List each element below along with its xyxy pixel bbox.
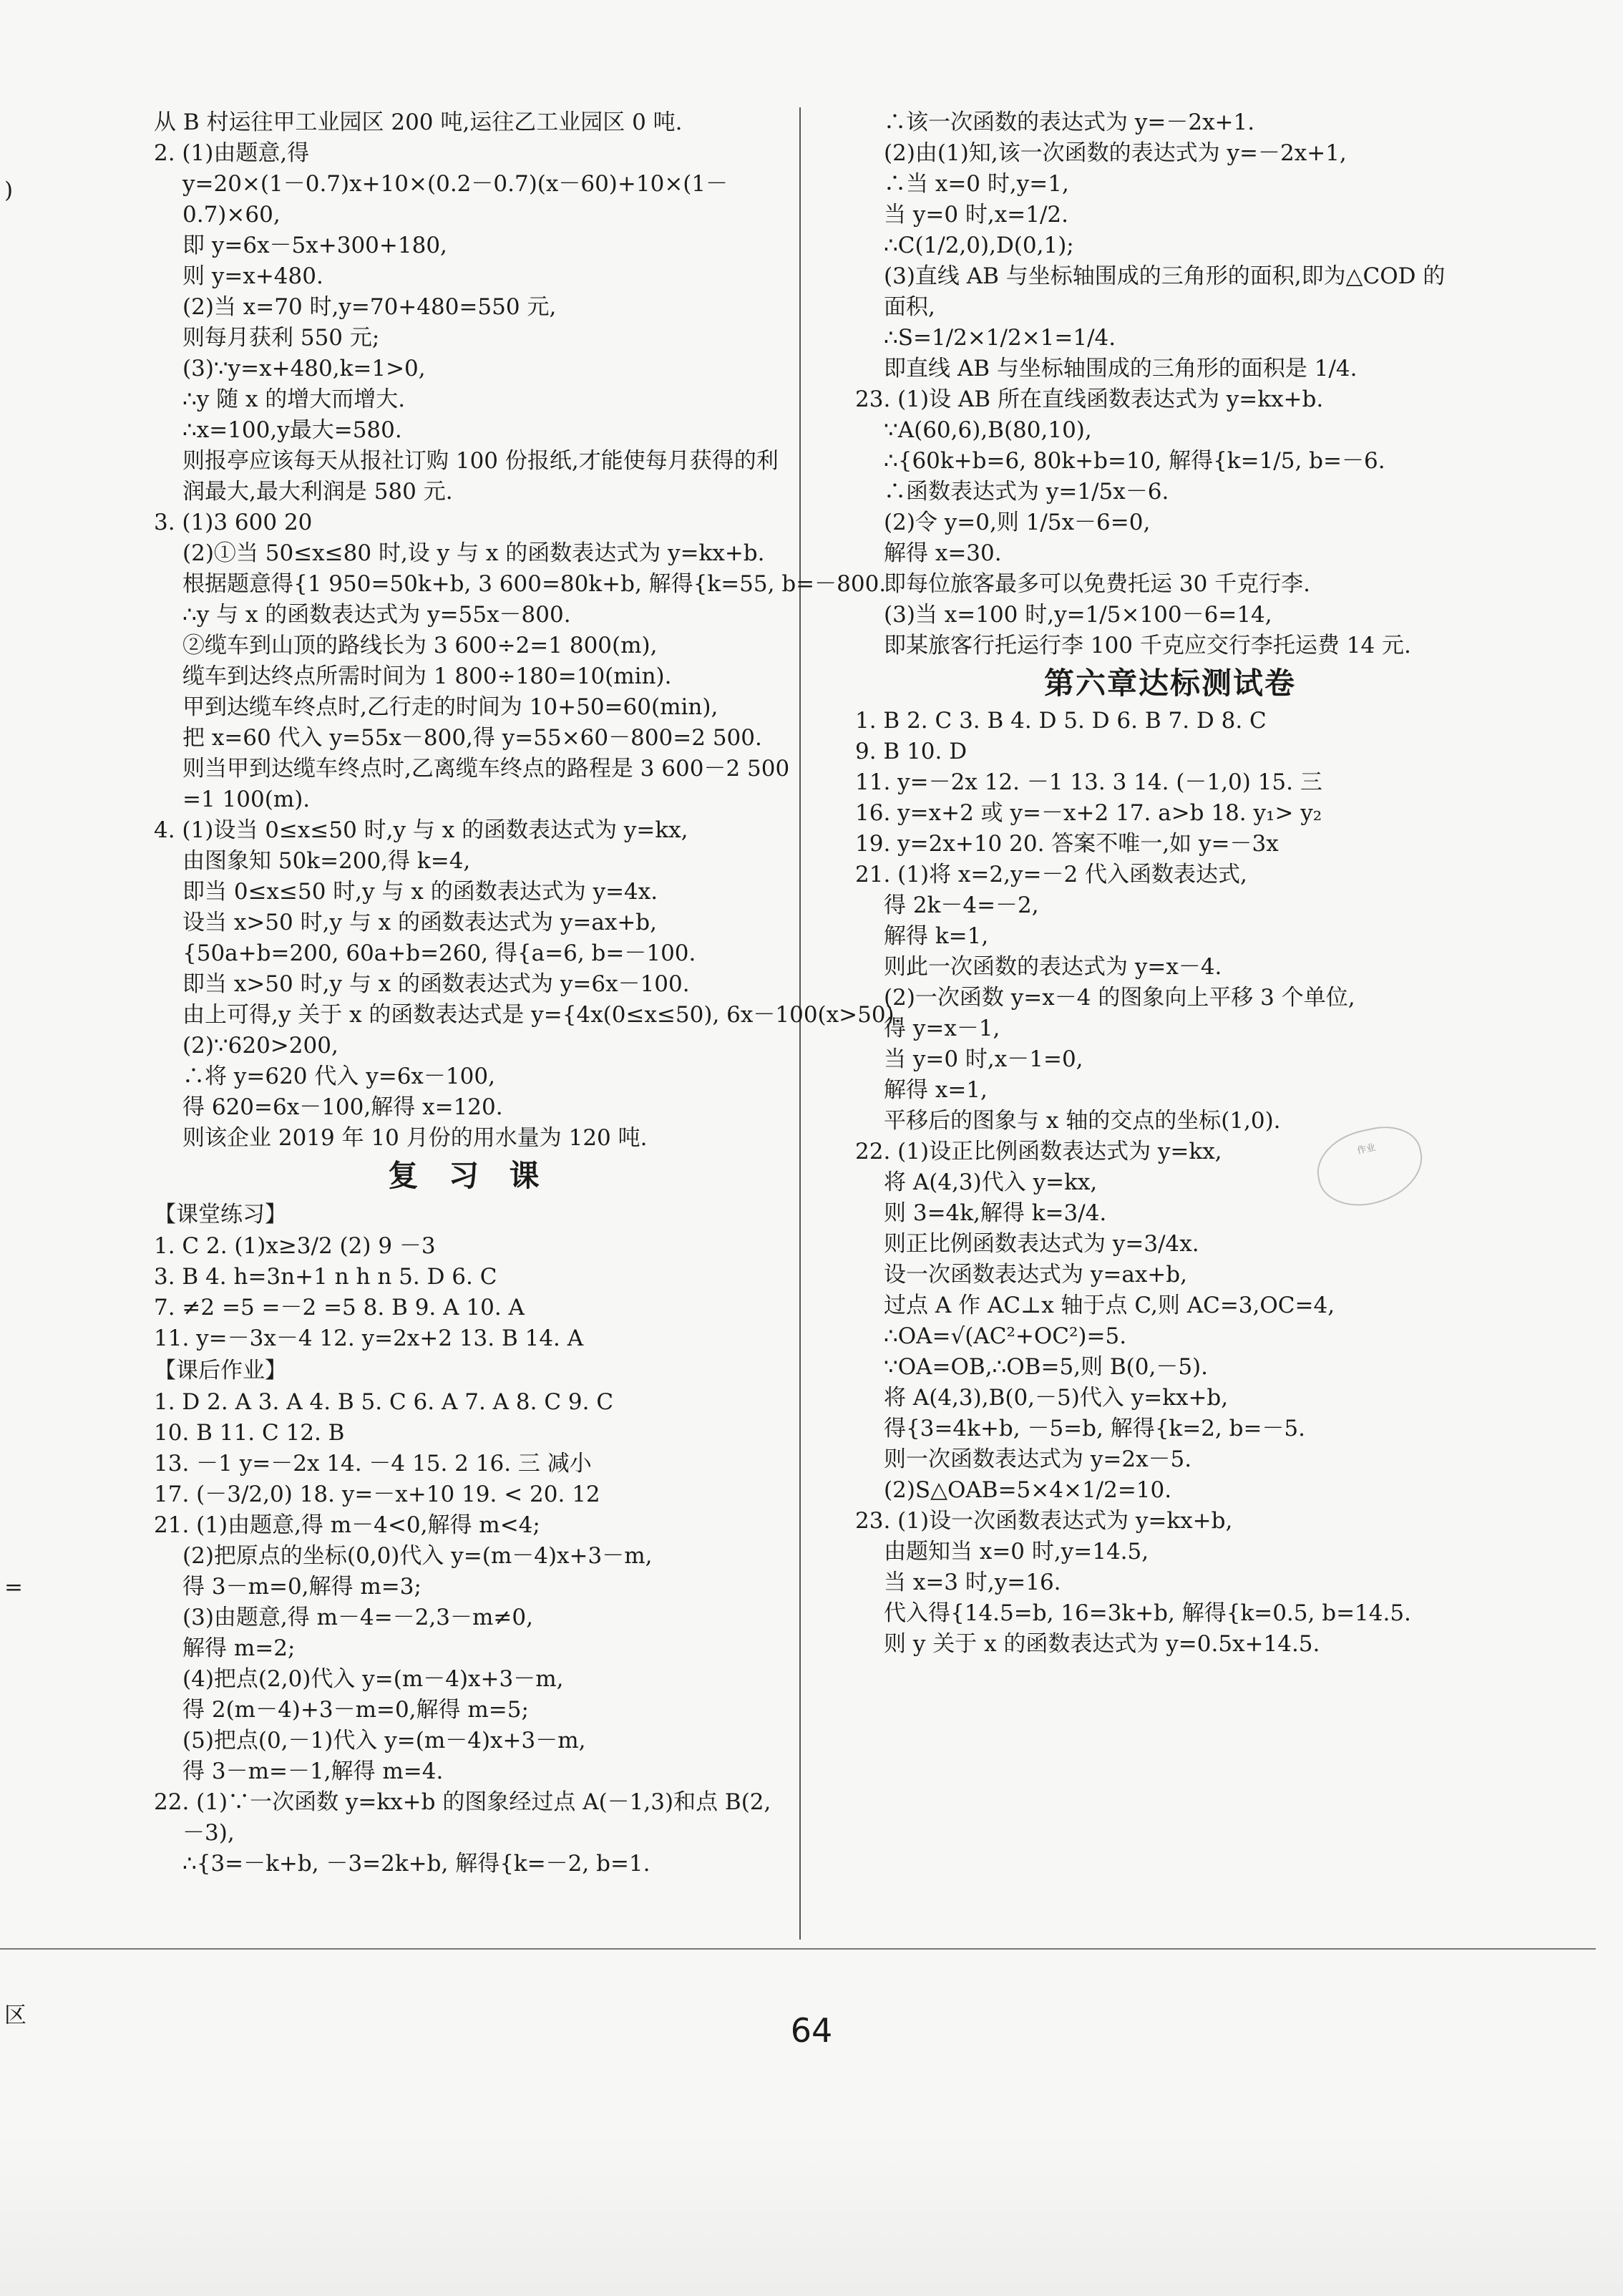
answer-line: 则报亭应该每天从报社订购 100 份报纸,才能使每月获得的利 [182,448,779,474]
margin-mark: 区 [4,2003,26,2028]
answer-line: 则正比例函数表达式为 y=3/4x. [884,1231,1199,1257]
answer-line: ∴y 随 x 的增大而增大. [182,386,406,412]
answer-line: 1. D 2. A 3. A 4. B 5. C 6. A 7. A 8. C 9. C [154,1389,614,1415]
answer-line: 1. B 2. C 3. B 4. D 5. D 6. B 7. D 8. C [855,708,1267,734]
answer-line: 17. (－3/2,0) 18. y=－x+10 19. < 20. 12 [154,1482,600,1507]
answer-line: 得 2(m－4)+3－m=0,解得 m=5; [182,1697,529,1723]
answer-line: 23. (1)设一次函数表达式为 y=kx+b, [855,1508,1233,1534]
answer-line: 解得 x=30. [884,540,1002,566]
answer-line: ∴当 x=0 时,y=1, [884,171,1069,197]
answer-line: 0.7)×60, [182,202,281,228]
answer-line: 由题知当 x=0 时,y=14.5, [884,1539,1149,1565]
answer-line: 9. B 10. D [855,739,968,764]
answer-line: 23. (1)设 AB 所在直线函数表达式为 y=kx+b. [855,386,1324,412]
bottom-rule [0,1948,1596,1950]
answer-line: (5)把点(0,－1)代入 y=(m－4)x+3－m, [182,1728,586,1753]
answer-line: 得{3=4k+b, －5=b, 解得{k=2, b=－5. [884,1416,1306,1441]
answer-line: 解得 x=1, [884,1077,988,1103]
answer-line: (3)直线 AB 与坐标轴围成的三角形的面积,即为△COD 的 [884,263,1446,289]
answer-line: 则当甲到达缆车终点时,乙离缆车终点的路程是 3 600－2 500 [182,756,790,782]
homework-label: 【课后作业】 [154,1358,287,1383]
answer-line: 润最大,最大利润是 580 元. [182,479,453,505]
answer-line: 22. (1)∵一次函数 y=kx+b 的图象经过点 A(－1,3)和点 B(2, [154,1789,771,1815]
answer-line: 得 3－m=0,解得 m=3; [182,1574,421,1600]
answer-line: 根据题意得{1 950=50k+b, 3 600=80k+b, 解得{k=55, b=－800. [182,571,887,597]
margin-mark: = [4,1575,23,1600]
answer-line: (2)令 y=0,则 1/5x－6=0, [884,510,1151,535]
answer-line: 甲到达缆车终点时,乙行走的时间为 10+50=60(min), [182,694,718,720]
answer-line: 即 y=6x－5x+300+180, [182,233,447,258]
answer-line: ∴该一次函数的表达式为 y=－2x+1. [884,110,1255,135]
answer-line: 由上可得,y 关于 x 的函数表达式是 y={4x(0≤x≤50), 6x－100(x>50). [182,1002,902,1028]
right-answers [855,107,1485,661]
answer-line: (2)把原点的坐标(0,0)代入 y=(m－4)x+3－m, [182,1543,653,1569]
answer-line: 7. ≠2 =5 =－2 =5 8. B 9. A 10. A [154,1295,525,1320]
answer-line: ∴{60k+b=6, 80k+b=10, 解得{k=1/5, b=－6. [884,448,1385,474]
answer-line: ∵A(60,6),B(80,10), [884,417,1092,443]
answer-line: 1. C 2. (1)x≥3/2 (2) 9 －3 [154,1233,436,1259]
chapter-title: 第六章达标测试卷 [1043,666,1296,701]
answer-line: ∴函数表达式为 y=1/5x－6. [884,479,1169,505]
answer-line: 3. (1)3 600 20 [154,510,313,535]
answer-line: (4)把点(2,0)代入 y=(m－4)x+3－m, [182,1666,564,1692]
class-practice-answers [154,1231,784,1354]
answer-line: 得 y=x－1, [884,1016,1000,1041]
answer-line: 16. y=x+2 或 y=－x+2 17. a>b 18. y₁> y₂ [855,800,1322,826]
margin-mark: ) [4,177,14,203]
answer-line: 缆车到达终点所需时间为 1 800÷180=10(min). [182,663,672,689]
answer-line: 即某旅客行托运行李 100 千克应交行李托运费 14 元. [884,633,1411,658]
answer-line: 21. (1)由题意,得 m－4<0,解得 m<4; [154,1512,540,1538]
watermark-stamp: 作业 [1310,1119,1430,1215]
answer-line: ∴OA=√(AC²+OC²)=5. [884,1323,1127,1349]
answer-line: ∴{3=－k+b, －3=2k+b, 解得{k=－2, b=1. [182,1851,650,1877]
answer-line: 则每月获利 550 元; [182,325,380,351]
answer-line: 19. y=2x+10 20. 答案不唯一,如 y=－3x [855,831,1279,857]
answer-line: 3. B 4. h=3n+1 n h n 5. D 6. C [154,1264,497,1290]
answer-line: 平移后的图象与 x 轴的交点的坐标(1,0). [884,1108,1281,1134]
answer-line: 得 3－m=－1,解得 m=4. [182,1759,444,1784]
answer-line: 得 620=6x－100,解得 x=120. [182,1094,503,1120]
answer-line: {50a+b=200, 60a+b=260, 得{a=6, b=－100. [182,940,696,966]
answer-line: =1 100(m). [182,787,311,812]
answer-line: (2)①当 50≤x≤80 时,设 y 与 x 的函数表达式为 y=kx+b. [182,540,765,566]
page-number: 64 [790,2011,833,2050]
answer-line: (3)∵y=x+480,k=1>0, [182,356,426,381]
answer-line: 即当 x>50 时,y 与 x 的函数表达式为 y=6x－100. [182,971,690,997]
answer-line: ∴C(1/2,0),D(0,1); [884,233,1074,258]
right-column [855,107,1485,1660]
answer-line: 21. (1)将 x=2,y=－2 代入函数表达式, [855,862,1247,887]
answer-line: 2. (1)由题意,得 [154,140,310,166]
answer-line: 当 y=0 时,x－1=0, [884,1046,1083,1072]
answer-line: 当 y=0 时,x=1/2. [884,202,1068,228]
answer-line: 则 y=x+480. [182,263,323,289]
answer-line: ②缆车到山顶的路线长为 3 600÷2=1 800(m), [182,633,658,658]
answer-line: 11. y=－2x 12. －1 13. 3 14. (－1,0) 15. 三 [855,769,1322,795]
left-column [154,107,902,1879]
answer-line: (2)∵620>200, [182,1033,338,1059]
answer-line: ∴y 与 x 的函数表达式为 y=55x－800. [182,602,571,628]
answer-line: (2)当 x=70 时,y=70+480=550 元, [182,294,557,320]
answer-line: 过点 A 作 AC⊥x 轴于点 C,则 AC=3,OC=4, [884,1293,1335,1318]
class-practice-label: 【课堂练习】 [154,1202,287,1227]
answer-line: y=20×(1－0.7)x+10×(0.2－0.7)(x－60)+10×(1－ [182,171,728,197]
answer-line: 解得 m=2; [182,1635,296,1661]
answer-line: 则该企业 2019 年 10 月份的用水量为 120 吨. [182,1125,648,1151]
answer-line: －3), [182,1820,235,1846]
answer-line: 设一次函数表达式为 y=ax+b, [884,1262,1187,1288]
answer-line: 面积, [884,294,935,320]
answer-line: 则 y 关于 x 的函数表达式为 y=0.5x+14.5. [884,1631,1320,1657]
answer-line: (2)由(1)知,该一次函数的表达式为 y=－2x+1, [884,140,1347,166]
answer-line: (3)由题意,得 m－4=－2,3－m≠0, [182,1605,533,1630]
answer-line: 则 3=4k,解得 k=3/4. [884,1200,1107,1226]
answer-line: 把 x=60 代入 y=55x－800,得 y=55×60－800=2 500. [182,725,762,751]
answer-line: 13. －1 y=－2x 14. －4 15. 2 16. 三 减小 [154,1451,592,1477]
answer-line: 设当 x>50 时,y 与 x 的函数表达式为 y=ax+b, [182,910,658,935]
answer-line: 从 B 村运往甲工业园区 200 吨,运往乙工业园区 0 吨. [154,110,683,135]
answer-line: 解得 k=1, [884,923,989,949]
answer-line: (2)S△OAB=5×4×1/2=10. [884,1477,1172,1503]
review-title: 复 习 课 [388,1158,550,1193]
answer-line: 即直线 AB 与坐标轴围成的三角形的面积是 1/4. [884,356,1358,381]
answer-line: 代入得{14.5=b, 16=3k+b, 解得{k=0.5, b=14.5. [884,1600,1411,1626]
answer-line: 当 x=3 时,y=16. [884,1570,1061,1595]
answer-line: 22. (1)设正比例函数表达式为 y=kx, [855,1139,1222,1164]
left-answers [154,107,902,1154]
answer-line: 4. (1)设当 0≤x≤50 时,y 与 x 的函数表达式为 y=kx, [154,817,688,843]
answer-line: 11. y=－3x－4 12. y=2x+2 13. B 14. A [154,1325,584,1351]
answer-line: 将 A(4,3)代入 y=kx, [884,1169,1098,1195]
answer-line: 10. B 11. C 12. B [154,1420,345,1446]
answer-line: (2)一次函数 y=x－4 的图象向上平移 3 个单位, [884,985,1355,1011]
answer-line: 得 2k－4=－2, [884,892,1039,918]
answer-line: (3)当 x=100 时,y=1/5×100－6=14, [884,602,1272,628]
answer-line: 即每位旅客最多可以免费托运 30 千克行李. [884,571,1311,597]
homework-answers [154,1387,784,1879]
answer-line: 将 A(4,3),B(0,－5)代入 y=kx+b, [884,1385,1229,1411]
answer-line: 由图象知 50k=200,得 k=4, [182,848,471,874]
answer-line: 则此一次函数的表达式为 y=x－4. [884,954,1222,980]
answer-line: 即当 0≤x≤50 时,y 与 x 的函数表达式为 y=4x. [182,879,658,905]
answer-line: ∴将 y=620 代入 y=6x－100, [182,1064,495,1089]
page-shadow [0,2133,1623,2296]
answer-line: 则一次函数表达式为 y=2x－5. [884,1446,1192,1472]
answer-line: ∴S=1/2×1/2×1=1/4. [884,325,1116,351]
answer-line: ∴x=100,y最大=580. [182,417,402,443]
answer-line: ∵OA=OB,∴OB=5,则 B(0,－5). [884,1354,1208,1380]
